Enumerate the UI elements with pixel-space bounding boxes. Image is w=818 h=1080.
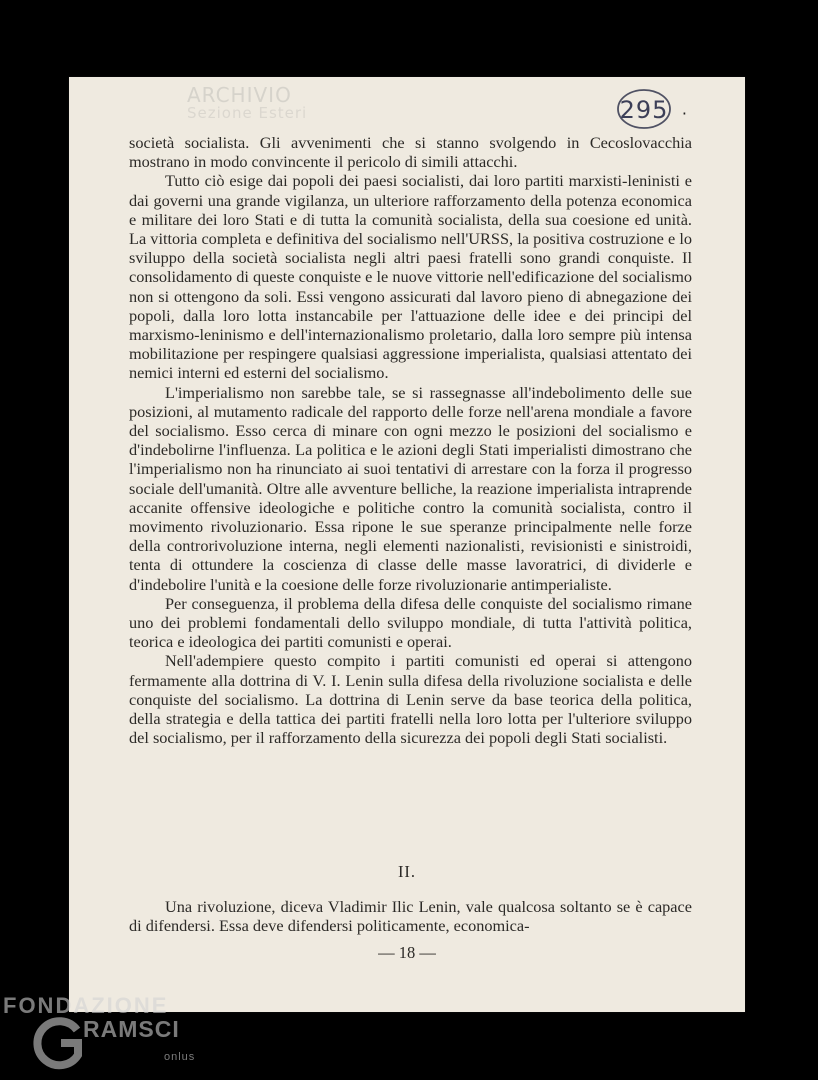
paragraph-5: Nell'adempiere questo compito i partiti comunisti ed operai si attengono fermamente alla dottrina di V. I. Lenin sulla difesa della rivoluzione socialista e delle conquiste del socialismo. La dottrina di Lenin serve da base teorica della politica, della strategia e della tattica dei partiti fratelli nella loro lotta per l'ulteriore sviluppo del socialismo, per il rafforzamento della sicurezza dei popoli degli Stati socialisti. bbox=[129, 651, 692, 748]
archive-stamp bbox=[187, 85, 367, 135]
paragraph-3: L'imperialismo non sarebbe tale, se si rassegnasse all'indebolimento delle sue posizioni, al mutamento radicale del rapporto delle forze nell'arena mondiale a favore del socialismo. Esso cerca di minare con ogni mezzo le posizioni del socialismo e d'indebolirne l'influenza. La politica e le azioni degli Stati imperialisti dimostrano che l'imperialismo non ha rinunciato ai suoi tentativi di arrestare con la forza il progresso sociale dell'umanità. Oltre alle avventure belliche, la reazione imperialista intraprende accanite offensive ideologiche e politiche contro la comunità socialista, contro il movimento rivoluzionario. Essa ripone le sue speranze principalmente nelle forze della controrivoluzione interna, negli elementi nazionalisti, revisionisti e sinistroidi, tenta di ottundere la coscienza di classe delle masse lavoratrici, di dividerle e d'indebolire l'unità e la coesione delle forze rivoluzionarie antimperialiste. bbox=[129, 382, 692, 594]
section-paragraph: Una rivoluzione, diceva Vladimir Ilic Lenin, vale qualcosa soltanto se è capace di difendersi. Essa deve difendersi politicamente, economica- bbox=[129, 897, 692, 936]
watermark-line-3: onlus bbox=[164, 1051, 196, 1063]
document-body bbox=[129, 133, 692, 748]
watermark-line-2: RAMSCI bbox=[83, 1016, 180, 1042]
pencil-mark: · bbox=[681, 104, 687, 123]
paragraph-1: società socialista. Gli avvenimenti che si stanno svolgendo in Cecoslovacchia mostrano in modo convincente il pericolo di simili attacchi. bbox=[129, 133, 692, 172]
archive-stamp-line-1: ARCHIVIO bbox=[187, 83, 292, 107]
paragraph-2: Tutto ciò esige dai popoli dei paesi socialisti, dai loro partiti marxisti-leninisti e dai governi una grande vigilanza, un ulteriore rafforzamento della potenza economica e militare dei loro Stati e di tutta la comunità socialista, della sua coesione ed unità. La vittoria completa e definitiva del socialismo nell'URSS, la positiva costruzione e lo sviluppo della società socialista negli altri paesi fratelli sono grandi conquiste. Il consolidamento di queste conquiste e le nuove vittorie nell'edificazione del socialismo non si ottengono da soli. Essi vengono assicurati dal lavoro pieno di abnegazione dei popoli, dalla loro lotta instancabile per l'attuazione delle idee e dei principi del marxismo-leninismo e dell'internazionalismo proletario, dalla loro sempre più intensa mobilitazione per respingere qualsiasi aggressione imperialista, qualsiasi attentato dei nemici interni ed esterni del socialismo. bbox=[129, 171, 692, 383]
watermark-g-icon bbox=[30, 1012, 90, 1072]
foundation-watermark bbox=[0, 994, 220, 1080]
folio-stamp bbox=[615, 85, 673, 133]
paragraph-4: Per conseguenza, il problema della difesa delle conquiste del socialismo rimane uno dei problemi fondamentali dello sviluppo mondiale, di tutta l'attività politica, teorica e ideologica dei partiti comunisti e operai. bbox=[129, 593, 692, 652]
watermark-line-1: FONDAZIONE bbox=[3, 993, 169, 1018]
archive-stamp-line-2: Sezione Esteri bbox=[187, 104, 308, 122]
folio-number: 295 bbox=[619, 96, 669, 124]
section-number: II. bbox=[397, 862, 417, 881]
document-page bbox=[69, 77, 745, 1012]
page-number: — 18 — bbox=[378, 943, 436, 962]
